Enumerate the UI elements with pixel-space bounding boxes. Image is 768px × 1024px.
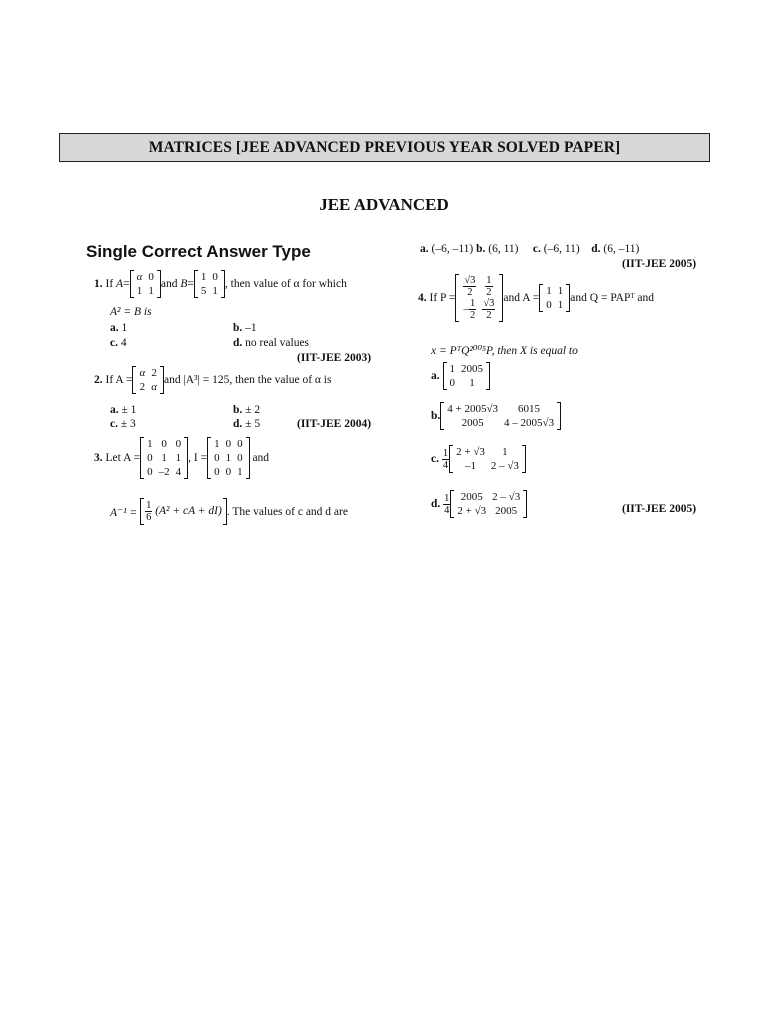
- q1-option-d: d. no real values: [233, 337, 310, 349]
- q3-options: [420, 243, 639, 256]
- chapter-banner: MATRICES [JEE ADVANCED PREVIOUS YEAR SOLVED PAPER]: [59, 133, 710, 162]
- q4-option-c-matrix: 2 + √3 1 –1 2 – √3: [449, 445, 526, 473]
- q2-option-a: a. ± 1: [110, 404, 137, 416]
- exam-heading: JEE ADVANCED: [319, 195, 449, 214]
- q4-option-d-matrix: 2005 2 – √3 2 + √3 2005: [450, 490, 527, 518]
- q4-option-c: c. $\frac{1}{4}$ 2 + √3 1 –1 2 – √3: [431, 445, 526, 473]
- q3-bracket: [140, 498, 227, 525]
- question-3: [94, 437, 269, 479]
- q3-matrix-A: 1 0 0 0 1 1 0 –2 4: [140, 437, 188, 479]
- q1-option-a: a. 1: [110, 322, 128, 334]
- section-title: Single Correct Answer Type: [86, 242, 311, 261]
- q3-option-d: d. (6, –11): [591, 243, 640, 255]
- q1-source: (IIT-JEE 2003): [297, 352, 372, 364]
- q4-option-d: d. $\frac{1}{4}$ 2005 2 – √3 2 + √3 2005: [431, 490, 527, 518]
- q4-source: (IIT-JEE 2005): [622, 503, 697, 515]
- q1-tail: , then value of α for which: [224, 278, 347, 290]
- q4-matrix-P: $\frac{√3}{2}$ $\frac{1}{2}$ – $\frac{1}{2}$ $\frac{√3}{2}$: [455, 274, 503, 322]
- q1-if: If: [105, 278, 114, 290]
- question-4: [418, 274, 654, 322]
- q3-option-b: b. (6, 11): [476, 243, 519, 255]
- q4-if: If P =: [429, 292, 456, 304]
- q2-option-d: d. ± 5: [233, 418, 261, 430]
- q1-line2: A² = B is: [110, 306, 152, 318]
- q1-eq2: =: [187, 278, 194, 290]
- q1-and: and: [160, 278, 178, 290]
- q3-tail: . The values of c and d are: [226, 505, 348, 518]
- q4-and-A: and A =: [503, 292, 540, 304]
- q3-option-c: c. (–6, 11): [532, 243, 580, 255]
- q2-source: (IIT-JEE 2004): [297, 418, 372, 430]
- q3-expression: (A² + cA + dI): [155, 505, 222, 518]
- q3-inverse: A⁻¹ =: [110, 506, 138, 519]
- q3-option-a: a. (–6, –11): [420, 243, 474, 255]
- q3-matrix-I: 1 0 0 0 1 0 0 0 1: [207, 437, 250, 479]
- q3-source: (IIT-JEE 2005): [622, 258, 697, 270]
- q4-option-a: a. 1 2005 0 1: [431, 362, 490, 390]
- q1-number: 1.: [94, 278, 103, 290]
- q1-eq: =: [123, 278, 130, 290]
- q1-matrix-B: 1 0 5 1: [194, 270, 225, 298]
- question-1: [94, 270, 347, 298]
- q2-tail: and |A³| = 125, then the value of α is: [164, 374, 332, 386]
- q4-option-a-matrix: 1 2005 0 1: [443, 362, 491, 390]
- question-2: [94, 366, 331, 394]
- q4-option-b-matrix: 4 + 2005√3 6015 2005 4 – 2005√3: [440, 402, 561, 430]
- q4-line2: x = PᵀQ²⁰⁰⁵P, then X is equal to: [431, 345, 578, 357]
- q3-fraction: $\frac{1}{6}$: [146, 500, 152, 523]
- q2-option-b: b. ± 2: [233, 404, 261, 416]
- q1-option-c: c. 4: [110, 337, 127, 349]
- q1-option-b: b. –1: [233, 322, 257, 334]
- q2-matrix-A: α 2 2 α: [132, 366, 164, 394]
- q3-let: Let A =: [105, 452, 141, 464]
- q1-A: A: [116, 278, 124, 290]
- q2-if: If A =: [105, 374, 133, 386]
- q4-matrix-A: 1 1 0 1: [539, 284, 570, 312]
- q1-B: B: [180, 278, 188, 290]
- q3-number: 3.: [94, 452, 103, 464]
- q2-option-c: c. ± 3: [110, 418, 136, 430]
- q4-option-b: b. 4 + 2005√3 6015 2005 4 – 2005√3: [431, 402, 561, 430]
- q2-number: 2.: [94, 374, 103, 386]
- q4-tail: and Q = PAPᵀ and: [570, 292, 655, 304]
- q4-number: 4.: [418, 292, 427, 304]
- q3-i-label: , I =: [188, 452, 208, 464]
- q3-and: and: [252, 452, 270, 464]
- q3-line2: [110, 498, 348, 525]
- q1-matrix-A: α 0 1 1: [130, 270, 161, 298]
